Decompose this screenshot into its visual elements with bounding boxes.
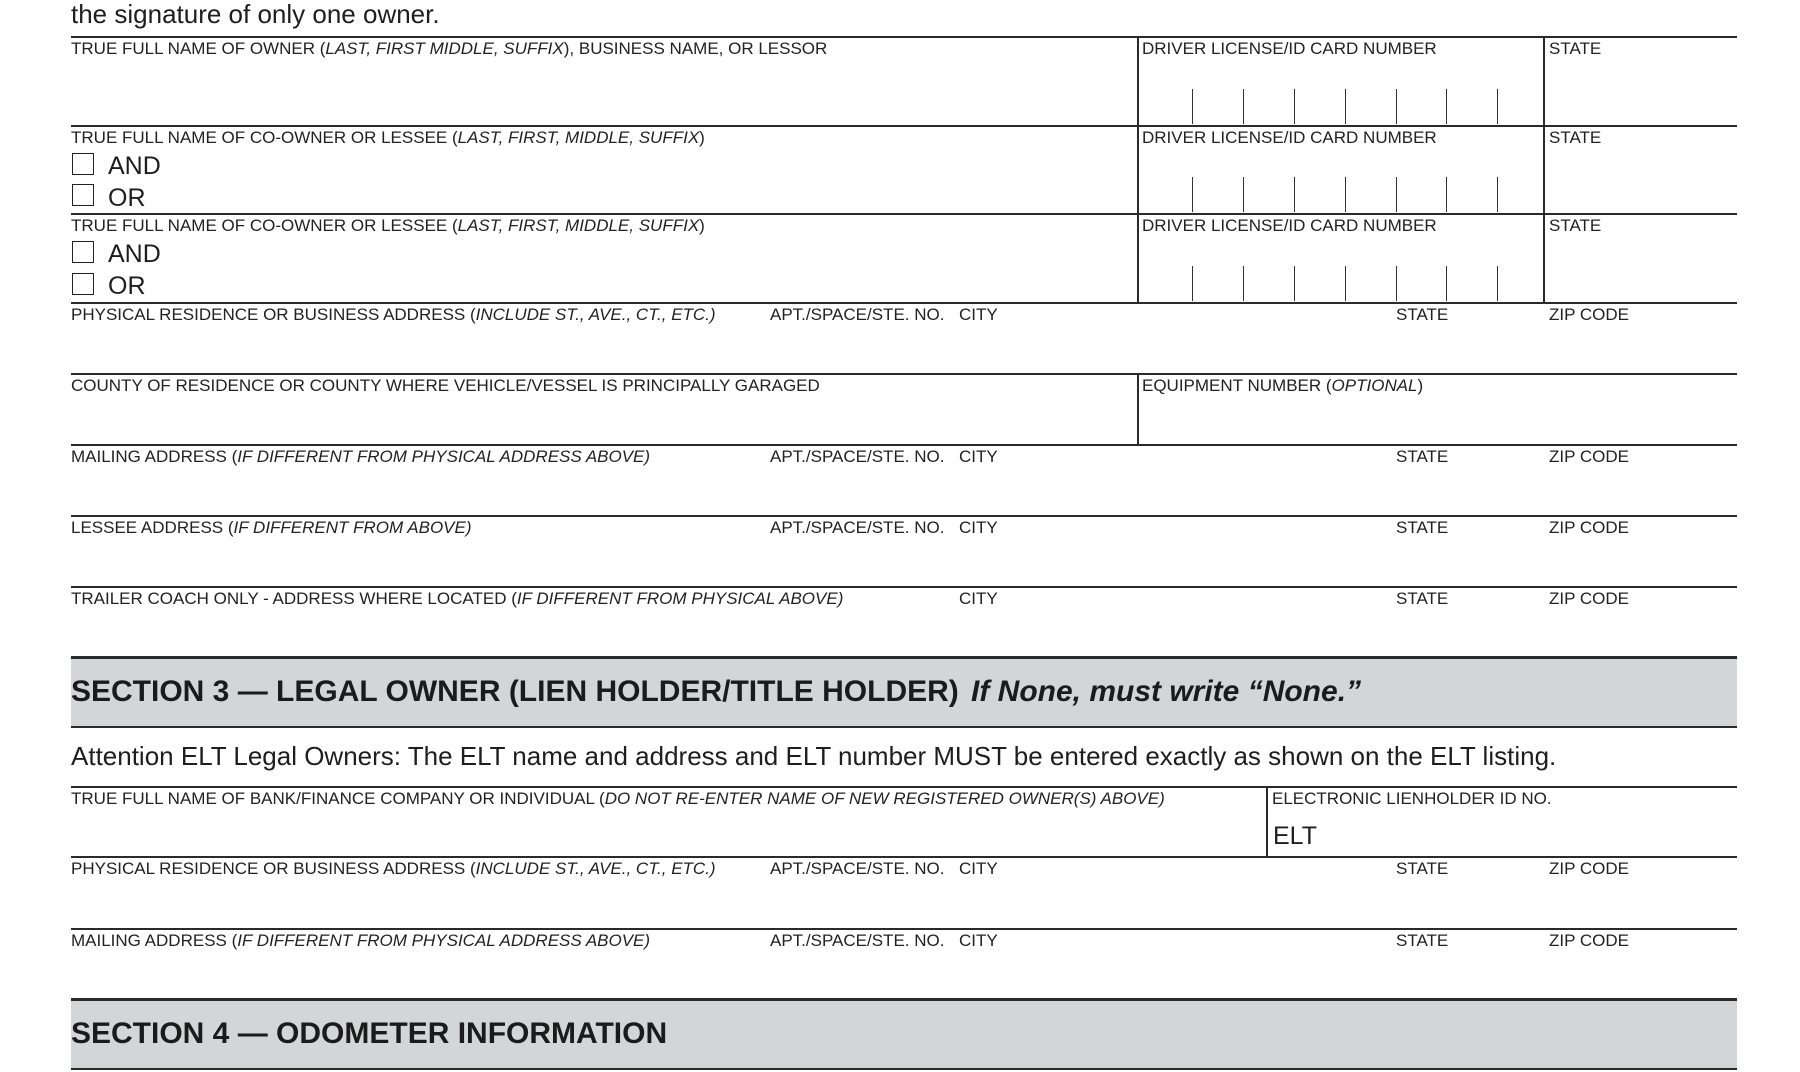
dl-column-divider bbox=[1137, 36, 1139, 302]
rule bbox=[71, 586, 1737, 588]
county-label: COUNTY OF RESIDENCE OR COUNTY WHERE VEHICLE/VESSEL IS PRINCIPALLY GARAGED bbox=[71, 376, 820, 395]
state-column-divider bbox=[1543, 36, 1545, 302]
lo-physical-city-label: CITY bbox=[959, 859, 998, 878]
lo-mailing-city-label: CITY bbox=[959, 931, 998, 950]
lo-mailing-address-field[interactable] bbox=[71, 952, 1734, 996]
mailing-address-label: MAILING ADDRESS (IF DIFFERENT FROM PHYSICAL ADDRESS ABOVE) bbox=[71, 447, 651, 466]
physical-state-label: STATE bbox=[1396, 305, 1449, 324]
section4-title: SECTION 4 — ODOMETER INFORMATION bbox=[71, 1017, 668, 1050]
lo-mailing-zip-label: ZIP CODE bbox=[1549, 931, 1629, 950]
rule bbox=[71, 928, 1737, 930]
lo-mailing-apt-label: APT./SPACE/STE. NO. bbox=[770, 931, 945, 950]
physical-address-label: PHYSICAL RESIDENCE OR BUSINESS ADDRESS (INCLUDE ST., AVE., CT., ETC.) bbox=[71, 305, 716, 324]
coowner1-state-label: STATE bbox=[1549, 128, 1602, 147]
lo-physical-address-field[interactable] bbox=[71, 880, 1734, 925]
trailer-city-label: CITY bbox=[959, 589, 998, 608]
coowner1-and-checkbox[interactable] bbox=[72, 153, 94, 175]
section3-attention-text: Attention ELT Legal Owners: The ELT name and address and ELT number MUST be entered exactly as shown on the ELT listing. bbox=[71, 741, 1557, 771]
coowner2-and-label: AND bbox=[108, 240, 161, 268]
coowner2-name-label: TRUE FULL NAME OF CO-OWNER OR LESSEE (LAST, FIRST, MIDDLE, SUFFIX) bbox=[71, 216, 705, 235]
elt-divider bbox=[1266, 786, 1268, 856]
equipment-number-field[interactable] bbox=[1140, 397, 1734, 441]
coowner2-dl-field[interactable] bbox=[1138, 238, 1542, 299]
rule-top bbox=[71, 36, 1737, 38]
mailing-apt-label: APT./SPACE/STE. NO. bbox=[770, 447, 945, 466]
bank-name-label: TRUE FULL NAME OF BANK/FINANCE COMPANY OR INDIVIDUAL (DO NOT RE-ENTER NAME OF NEW REGISTERED OWNER(S) ABOVE) bbox=[71, 789, 1165, 808]
coowner1-state-field[interactable] bbox=[1546, 150, 1734, 210]
coowner2-state-field[interactable] bbox=[1546, 238, 1734, 299]
coowner1-and-label: AND bbox=[108, 152, 161, 180]
trailer-zip-label: ZIP CODE bbox=[1549, 589, 1629, 608]
bank-name-field[interactable] bbox=[71, 810, 1261, 853]
section3-title: SECTION 3 — LEGAL OWNER (LIEN HOLDER/TITLE HOLDER) bbox=[71, 675, 959, 708]
owner-dl-field[interactable] bbox=[1138, 60, 1542, 122]
rule bbox=[71, 515, 1737, 517]
coowner1-or-label: OR bbox=[108, 184, 146, 212]
coowner2-state-label: STATE bbox=[1549, 216, 1602, 235]
coowner2-or-checkbox[interactable] bbox=[72, 273, 94, 295]
rule bbox=[71, 786, 1737, 788]
physical-zip-label: ZIP CODE bbox=[1549, 305, 1629, 324]
coowner1-dl-label: DRIVER LICENSE/ID CARD NUMBER bbox=[1142, 128, 1437, 147]
rule bbox=[71, 856, 1737, 858]
section3-note: If None, must write “None.” bbox=[971, 675, 1362, 708]
rule bbox=[71, 125, 1737, 127]
lessee-zip-label: ZIP CODE bbox=[1549, 518, 1629, 537]
owner-state-field[interactable] bbox=[1546, 60, 1734, 122]
lessee-address-label: LESSEE ADDRESS (IF DIFFERENT FROM ABOVE) bbox=[71, 518, 472, 537]
rule bbox=[71, 213, 1737, 215]
coowner1-or-checkbox[interactable] bbox=[72, 184, 94, 206]
coowner1-name-field[interactable] bbox=[160, 150, 1130, 210]
lo-physical-state-label: STATE bbox=[1396, 859, 1449, 878]
equipment-number-label: EQUIPMENT NUMBER (OPTIONAL) bbox=[1142, 376, 1424, 395]
rule bbox=[71, 373, 1737, 375]
elt-id-label: ELECTRONIC LIENHOLDER ID NO. bbox=[1272, 789, 1552, 808]
elt-prefix: ELT bbox=[1273, 822, 1317, 850]
owner-name-label: TRUE FULL NAME OF OWNER (LAST, FIRST MIDDLE, SUFFIX), BUSINESS NAME, OR LESSOR bbox=[71, 39, 828, 58]
coowner1-name-label: TRUE FULL NAME OF CO-OWNER OR LESSEE (LAST, FIRST, MIDDLE, SUFFIX) bbox=[71, 128, 705, 147]
elt-id-field[interactable] bbox=[1320, 812, 1734, 853]
lessee-state-label: STATE bbox=[1396, 518, 1449, 537]
physical-city-label: CITY bbox=[959, 305, 998, 324]
trailer-address-label: TRAILER COACH ONLY - ADDRESS WHERE LOCATED (IF DIFFERENT FROM PHYSICAL ABOVE) bbox=[71, 589, 844, 608]
coowner1-dl-field[interactable] bbox=[1138, 150, 1542, 210]
owner-state-label: STATE bbox=[1549, 39, 1602, 58]
coowner2-dl-label: DRIVER LICENSE/ID CARD NUMBER bbox=[1142, 216, 1437, 235]
trailer-state-label: STATE bbox=[1396, 589, 1449, 608]
coowner2-or-label: OR bbox=[108, 272, 146, 300]
lessee-address-field[interactable] bbox=[71, 539, 1734, 583]
mailing-zip-label: ZIP CODE bbox=[1549, 447, 1629, 466]
rule bbox=[71, 302, 1737, 304]
coowner2-and-checkbox[interactable] bbox=[72, 241, 94, 263]
lo-mailing-address-label: MAILING ADDRESS (IF DIFFERENT FROM PHYSICAL ADDRESS ABOVE) bbox=[71, 931, 651, 950]
trailer-address-field[interactable] bbox=[71, 610, 1734, 654]
physical-address-field[interactable] bbox=[71, 326, 1734, 370]
lo-physical-address-label: PHYSICAL RESIDENCE OR BUSINESS ADDRESS (INCLUDE ST., AVE., CT., ETC.) bbox=[71, 859, 716, 878]
coowner2-name-field[interactable] bbox=[160, 238, 1130, 299]
lo-mailing-state-label: STATE bbox=[1396, 931, 1449, 950]
lessee-city-label: CITY bbox=[959, 518, 998, 537]
mailing-address-field[interactable] bbox=[71, 468, 1734, 512]
mailing-city-label: CITY bbox=[959, 447, 998, 466]
lessee-apt-label: APT./SPACE/STE. NO. bbox=[770, 518, 945, 537]
physical-apt-label: APT./SPACE/STE. NO. bbox=[770, 305, 945, 324]
rule bbox=[71, 444, 1737, 446]
equipment-divider bbox=[1137, 373, 1139, 444]
mailing-state-label: STATE bbox=[1396, 447, 1449, 466]
owner-name-field[interactable] bbox=[71, 60, 1131, 122]
county-field[interactable] bbox=[71, 397, 1131, 441]
lo-physical-apt-label: APT./SPACE/STE. NO. bbox=[770, 859, 945, 878]
lo-physical-zip-label: ZIP CODE bbox=[1549, 859, 1629, 878]
intro-text: the signature of only one owner. bbox=[71, 0, 440, 29]
owner-dl-label: DRIVER LICENSE/ID CARD NUMBER bbox=[1142, 39, 1437, 58]
